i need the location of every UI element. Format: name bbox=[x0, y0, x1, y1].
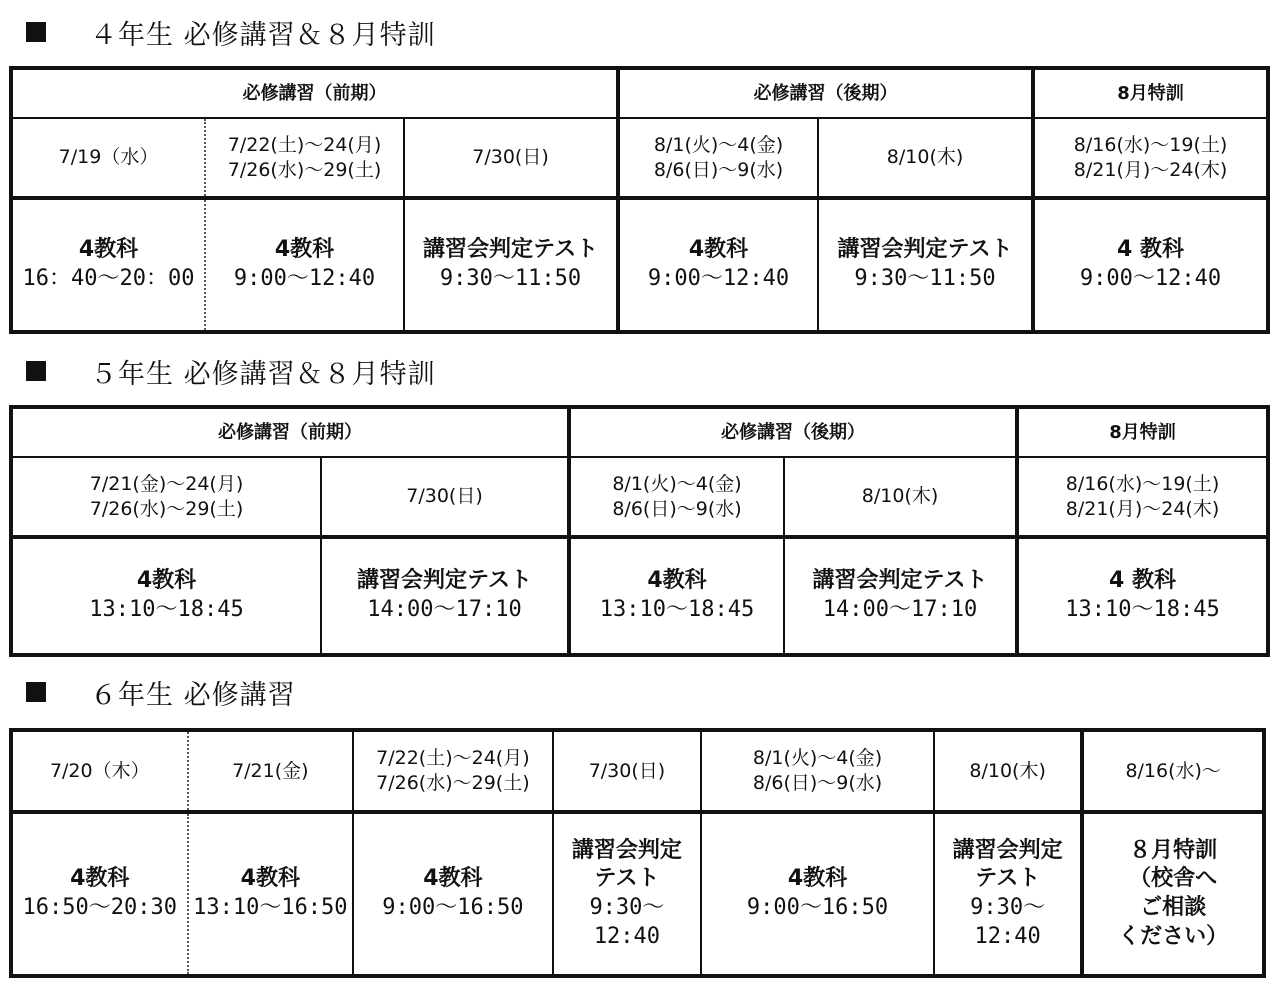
schedule-table-grade5 bbox=[9, 405, 1270, 657]
content-cell: 講習会判定 テスト 9:30～ 12:40 bbox=[553, 812, 701, 976]
date-cell: 8/1(火)～4(金) 8/6(日)～9(水) bbox=[618, 118, 818, 198]
date-cell: 8/16(水)～19(土) 8/21(月)～24(木) bbox=[1017, 457, 1268, 537]
date-cell: 7/30(日) bbox=[321, 457, 569, 537]
date-cell: 7/19（水） bbox=[11, 118, 205, 198]
content-cell: 4教科 16:50～20:30 bbox=[11, 812, 188, 976]
date-cell: 8/10(木) bbox=[934, 730, 1082, 812]
group-header-row bbox=[11, 68, 1268, 118]
date-cell: 8/10(木) bbox=[818, 118, 1033, 198]
content-row bbox=[11, 537, 1268, 655]
content-cell: 4 教科 9:00～12:40 bbox=[1033, 198, 1268, 332]
date-cell: 8/10(木) bbox=[784, 457, 1017, 537]
content-cell: 4教科 13:10～18:45 bbox=[11, 537, 321, 655]
content-cell: 講習会判定テスト 14:00～17:10 bbox=[321, 537, 569, 655]
group-header: 8月特訓 bbox=[1017, 407, 1268, 457]
content-cell: 講習会判定テスト 9:30～11:50 bbox=[404, 198, 618, 332]
date-cell: 8/16(水)～19(土) 8/21(月)～24(木) bbox=[1033, 118, 1268, 198]
square-bullet-icon bbox=[26, 22, 46, 42]
content-cell: 4教科 9:00～16:50 bbox=[353, 812, 553, 976]
content-cell: 講習会判定 テスト 9:30～ 12:40 bbox=[934, 812, 1082, 976]
content-cell: ８月特訓 （校舎へ ご相談 ください） bbox=[1082, 812, 1264, 976]
content-row bbox=[11, 198, 1268, 332]
content-cell: 4教科 13:10～18:45 bbox=[569, 537, 784, 655]
content-cell: 4教科 9:00～16:50 bbox=[701, 812, 934, 976]
date-cell: 7/22(土)～24(月) 7/26(水)～29(土) bbox=[353, 730, 553, 812]
section-heading-grade5 bbox=[26, 351, 436, 391]
schedule-table-grade6 bbox=[9, 728, 1266, 978]
square-bullet-icon bbox=[26, 361, 46, 381]
date-cell: 7/22(土)～24(月) 7/26(水)～29(土) bbox=[205, 118, 404, 198]
content-cell: 4教科 9:00～12:40 bbox=[618, 198, 818, 332]
heading-text: ６年生 必修講習 bbox=[90, 679, 296, 711]
group-header: 必修講習（前期） bbox=[11, 68, 618, 118]
section-heading-grade6 bbox=[26, 672, 296, 712]
date-cell: 7/21(金) bbox=[188, 730, 354, 812]
square-bullet-icon bbox=[26, 682, 46, 702]
date-row bbox=[11, 118, 1268, 198]
date-cell: 8/16(水)～ bbox=[1082, 730, 1264, 812]
date-cell: 8/1(火)～4(金) 8/6(日)～9(水) bbox=[701, 730, 934, 812]
date-cell: 7/30(日) bbox=[553, 730, 701, 812]
date-cell: 7/20（木） bbox=[11, 730, 188, 812]
content-cell: 講習会判定テスト 14:00～17:10 bbox=[784, 537, 1017, 655]
date-cell: 7/30(日) bbox=[404, 118, 618, 198]
group-header-row bbox=[11, 407, 1268, 457]
group-header: 必修講習（後期） bbox=[569, 407, 1017, 457]
group-header: 必修講習（後期） bbox=[618, 68, 1033, 118]
heading-text: ５年生 必修講習＆８月特訓 bbox=[90, 358, 436, 390]
date-row bbox=[11, 730, 1264, 812]
content-cell: 4教科 16：40～20：00 bbox=[11, 198, 205, 332]
content-cell: 4 教科 13:10～18:45 bbox=[1017, 537, 1268, 655]
date-row bbox=[11, 457, 1268, 537]
content-cell: 4教科 13:10～16:50 bbox=[188, 812, 354, 976]
section-heading-grade4 bbox=[26, 12, 436, 52]
schedule-table-grade4 bbox=[9, 66, 1270, 334]
content-cell: 講習会判定テスト 9:30～11:50 bbox=[818, 198, 1033, 332]
content-cell: 4教科 9:00～12:40 bbox=[205, 198, 404, 332]
heading-text: ４年生 必修講習＆８月特訓 bbox=[90, 19, 436, 51]
group-header: 8月特訓 bbox=[1033, 68, 1268, 118]
date-cell: 7/21(金)～24(月) 7/26(水)～29(土) bbox=[11, 457, 321, 537]
group-header: 必修講習（前期） bbox=[11, 407, 569, 457]
content-row bbox=[11, 812, 1264, 976]
date-cell: 8/1(火)～4(金) 8/6(日)～9(水) bbox=[569, 457, 784, 537]
